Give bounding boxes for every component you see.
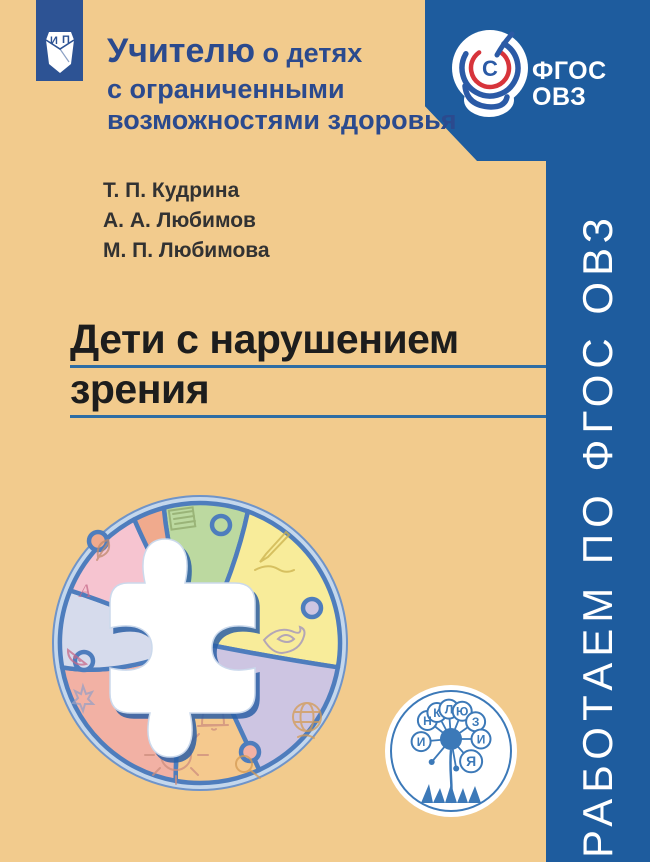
author-line: М. П. Любимова (103, 239, 270, 262)
stripe-vertical-text: РАБОТАЕМ ПО ФГОС ОВЗ (574, 211, 621, 858)
masthead-title (107, 32, 457, 136)
authors-block (103, 176, 270, 266)
masthead-line3: возможностями здоровья (107, 105, 457, 135)
book-title-line1: Дети с нарушением (70, 316, 459, 362)
puzzle-globe-illustration (50, 493, 350, 793)
fgos-ovz-emblem-icon (449, 28, 533, 122)
dandelion-inclusion-icon (383, 683, 519, 819)
book-title-line2: зрения (70, 366, 210, 412)
masthead-line1: Учителю о детях (107, 32, 363, 70)
badge-letter: И (476, 732, 486, 747)
badge-letter: К (433, 705, 441, 720)
badge-letter: З (471, 715, 480, 730)
badge-letter: Я (466, 753, 477, 769)
badge-letter: Н (423, 713, 432, 728)
badge-letter: Ю (456, 704, 469, 719)
title-rule (70, 415, 546, 418)
author-line: Т. П. Кудрина (103, 179, 240, 202)
emblem-letter: С (482, 56, 498, 81)
badge-letter: Л (444, 702, 454, 717)
svg-text:И: И (50, 35, 58, 47)
masthead-emphasis: Учителю (107, 32, 255, 70)
fgos-ovz-label: ФГОС ОВЗ (532, 57, 607, 111)
author-line: А. А. Любимов (103, 209, 256, 232)
publisher-mark (36, 0, 83, 81)
badge-letter: И (416, 735, 426, 749)
masthead-line2: с ограниченными (107, 74, 345, 104)
prosveshchenie-book-icon (45, 30, 76, 74)
svg-text:П: П (62, 34, 70, 46)
letter-a-icon: А (79, 581, 91, 602)
